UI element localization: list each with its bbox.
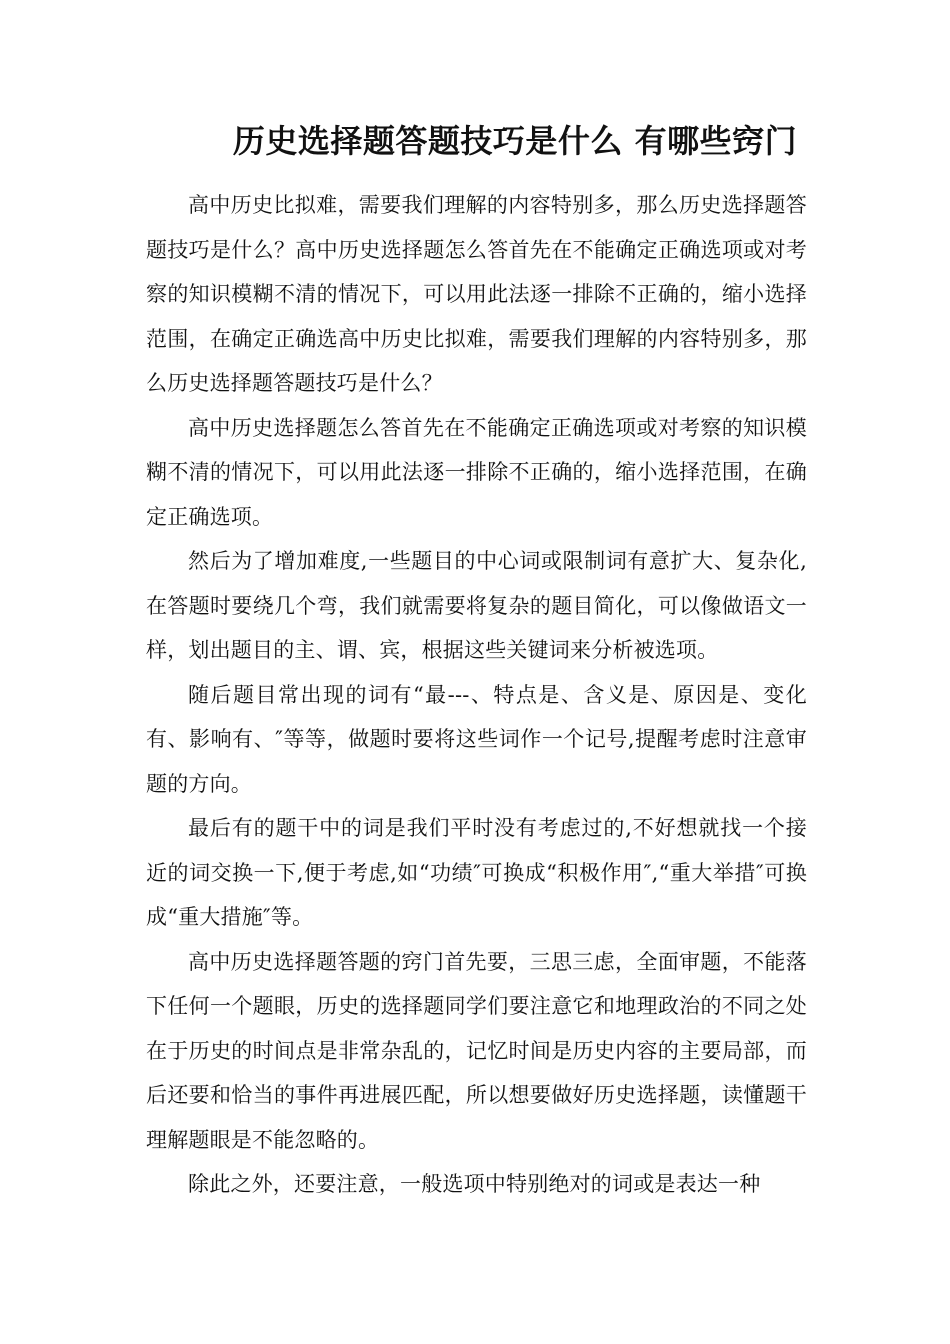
paragraph: 然后为了增加难度,一些题目的中心词或限制词有意扩大、复杂化,在答题时要绕几个弯，我们就需要将复杂的题目简化，可以像做语文一样，划出题目的主、谓、宾，根据这些关键词来分析被选项。 [146, 549, 807, 662]
document-body [146, 183, 807, 1207]
paragraph: 高中历史选择题答题的窍门首先要，三思三虑，全面审题，不能落下任何一个题眼，历史的选择题同学们要注意它和地理政治的不同之处在于历史的时间点是非常杂乱的，记忆时间是历史内容的主要局部，而后还要和恰当的事件再进展匹配，所以想要做好历史选择题，读懂题干理解题眼是不能忽略的。 [146, 949, 807, 1152]
paragraph: 随后题目常出现的词有“最---、特点是、含义是、原因是、变化有、影响有、″等等，做题时要将这些词作一个记号,提醒考虑时注意审题的方向。 [146, 682, 807, 796]
document-title: 历史选择题答题技巧是什么 有哪些窍门 [232, 122, 798, 160]
paragraph: 最后有的题干中的词是我们平时没有考虑过的,不好想就找一个接近的词交换一下,便于考虑,如“功绩″可换成“积极作用″,“重大举措″可换成“重大措施″等。 [146, 816, 807, 929]
paragraph: 高中历史比拟难，需要我们理解的内容特别多，那么历史选择题答题技巧是什么？高中历史选择题怎么答首先在不能确定正确选项或对考察的知识模糊不清的情况下，可以用此法逐一排除不正确的，缩小选择范围，在确定正确选高中历史比拟难，需要我们理解的内容特别多，那么历史选择题答题技巧是什么？ [146, 193, 807, 395]
paragraph: 除此之外，还要注意，一般选项中特别绝对的词或是表达一种 [188, 1172, 761, 1196]
paragraph: 高中历史选择题怎么答首先在不能确定正确选项或对考察的知识模糊不清的情况下，可以用此法逐一排除不正确的，缩小选择范围，在确定正确选项。 [146, 415, 807, 529]
